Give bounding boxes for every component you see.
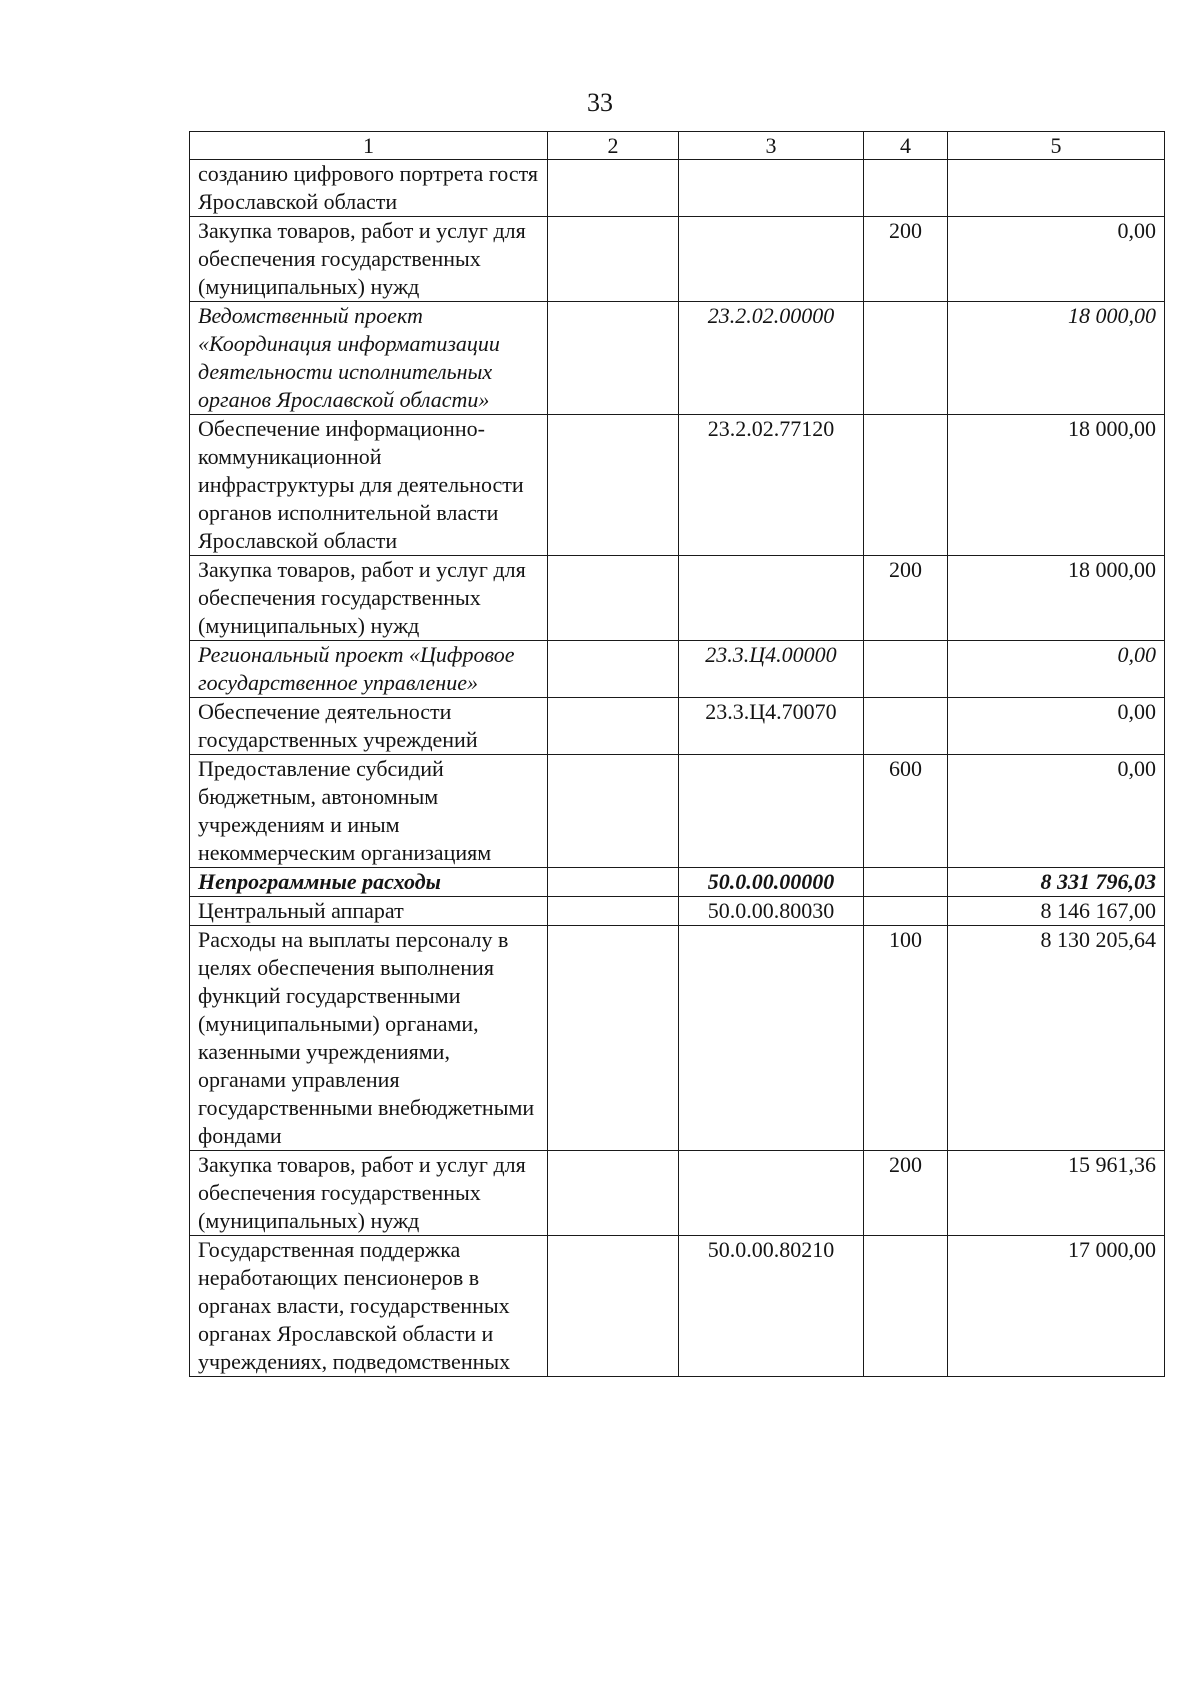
expense-name-cell: Региональный проект «Цифровое государственное управление»	[190, 641, 548, 698]
expense-name-cell: Центральный аппарат	[190, 897, 548, 926]
amount-cell	[948, 160, 1165, 217]
target-article-code-cell: 50.0.00.80210	[679, 1236, 864, 1377]
target-article-code-cell: 23.2.02.00000	[679, 302, 864, 415]
header-row	[190, 132, 1165, 160]
header-col-1: 1	[190, 132, 548, 160]
expense-name-cell: Обеспечение деятельности государственных учреждений	[190, 698, 548, 755]
table-row	[190, 1151, 1165, 1236]
column-2-cell	[548, 556, 679, 641]
amount-cell: 0,00	[948, 755, 1165, 868]
target-article-code-cell	[679, 160, 864, 217]
amount-cell: 0,00	[948, 641, 1165, 698]
amount-cell: 15 961,36	[948, 1151, 1165, 1236]
target-article-code-cell: 50.0.00.00000	[679, 868, 864, 897]
column-2-cell	[548, 868, 679, 897]
column-2-cell	[548, 698, 679, 755]
amount-cell: 8 130 205,64	[948, 926, 1165, 1151]
amount-cell: 0,00	[948, 217, 1165, 302]
header-col-3: 3	[679, 132, 864, 160]
table-row	[190, 755, 1165, 868]
target-article-code-cell: 23.3.Ц4.70070	[679, 698, 864, 755]
expense-name-cell: Обеспечение информационно-коммуникационной инфраструктуры для деятельности органов исполнительной власти Ярославской области	[190, 415, 548, 556]
expense-name-cell: Закупка товаров, работ и услуг для обеспечения государственных (муниципальных) нужд	[190, 556, 548, 641]
amount-cell: 8 146 167,00	[948, 897, 1165, 926]
page-number: 33	[587, 88, 613, 117]
expense-type-cell	[864, 302, 948, 415]
expense-type-cell: 100	[864, 926, 948, 1151]
column-2-cell	[548, 641, 679, 698]
expense-name-cell: Закупка товаров, работ и услуг для обеспечения государственных (муниципальных) нужд	[190, 217, 548, 302]
header-col-2: 2	[548, 132, 679, 160]
table-body	[190, 160, 1165, 1377]
target-article-code-cell	[679, 217, 864, 302]
column-2-cell	[548, 755, 679, 868]
target-article-code-cell	[679, 926, 864, 1151]
expense-name-cell: Государственная поддержка неработающих пенсионеров в органах власти, государственных органах Ярославской области и учреждениях, подведомственных	[190, 1236, 548, 1377]
expense-type-cell: 200	[864, 556, 948, 641]
column-2-cell	[548, 1236, 679, 1377]
amount-cell: 18 000,00	[948, 415, 1165, 556]
expense-name-cell: Предоставление субсидий бюджетным, автономным учреждениям и иным некоммерческим организациям	[190, 755, 548, 868]
target-article-code-cell: 50.0.00.80030	[679, 897, 864, 926]
table-row	[190, 926, 1165, 1151]
expense-name-cell: Ведомственный проект «Координация информатизации деятельности исполнительных органов Ярославской области»	[190, 302, 548, 415]
amount-cell: 8 331 796,03	[948, 868, 1165, 897]
column-2-cell	[548, 897, 679, 926]
amount-cell: 18 000,00	[948, 556, 1165, 641]
target-article-code-cell	[679, 556, 864, 641]
expense-type-cell: 200	[864, 1151, 948, 1236]
expense-type-cell	[864, 868, 948, 897]
target-article-code-cell	[679, 1151, 864, 1236]
table-row	[190, 698, 1165, 755]
budget-table	[189, 131, 1165, 1377]
table-row	[190, 160, 1165, 217]
table-row	[190, 897, 1165, 926]
expense-name-cell: Закупка товаров, работ и услуг для обеспечения государственных (муниципальных) нужд	[190, 1151, 548, 1236]
header-col-5: 5	[948, 132, 1165, 160]
expense-name-cell: созданию цифрового портрета гостя Ярославской области	[190, 160, 548, 217]
expense-type-cell: 200	[864, 217, 948, 302]
column-2-cell	[548, 302, 679, 415]
table-row	[190, 302, 1165, 415]
expense-type-cell	[864, 160, 948, 217]
table-row	[190, 217, 1165, 302]
column-2-cell	[548, 217, 679, 302]
table-row	[190, 415, 1165, 556]
column-2-cell	[548, 160, 679, 217]
expense-type-cell	[864, 641, 948, 698]
column-2-cell	[548, 415, 679, 556]
table-row	[190, 556, 1165, 641]
expense-name-cell: Расходы на выплаты персоналу в целях обеспечения выполнения функций государственными (муниципальными) органами, казенными учреждениями, органами управления государственными внебюджетными фондами	[190, 926, 548, 1151]
target-article-code-cell	[679, 755, 864, 868]
table-header	[190, 132, 1165, 160]
table-row	[190, 868, 1165, 897]
expense-type-cell	[864, 1236, 948, 1377]
amount-cell: 0,00	[948, 698, 1165, 755]
table-row	[190, 1236, 1165, 1377]
target-article-code-cell: 23.3.Ц4.00000	[679, 641, 864, 698]
column-2-cell	[548, 1151, 679, 1236]
expense-name-cell: Непрограммные расходы	[190, 868, 548, 897]
amount-cell: 18 000,00	[948, 302, 1165, 415]
expense-type-cell: 600	[864, 755, 948, 868]
expense-type-cell	[864, 897, 948, 926]
table-row	[190, 641, 1165, 698]
expense-type-cell	[864, 415, 948, 556]
expense-type-cell	[864, 698, 948, 755]
header-col-4: 4	[864, 132, 948, 160]
target-article-code-cell: 23.2.02.77120	[679, 415, 864, 556]
column-2-cell	[548, 926, 679, 1151]
amount-cell: 17 000,00	[948, 1236, 1165, 1377]
